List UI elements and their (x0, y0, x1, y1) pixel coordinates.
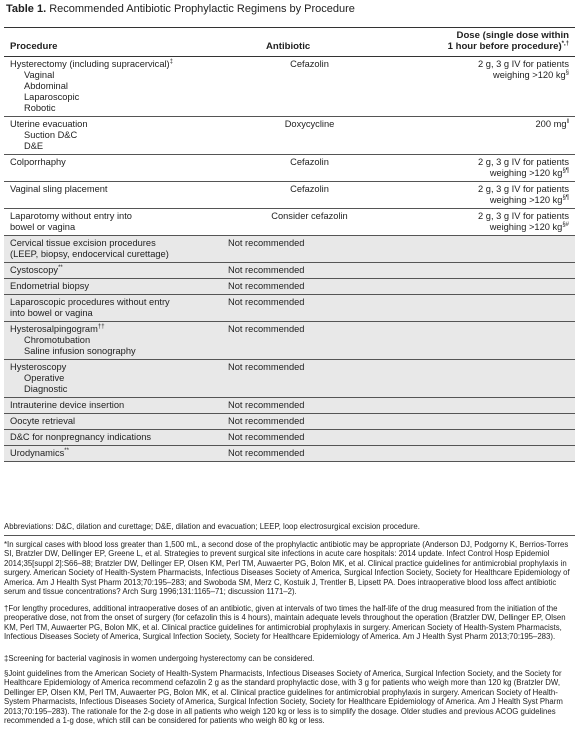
procedure-subtype: Saline infusion sonography (24, 346, 136, 356)
procedure-name: Cystoscopy (10, 265, 59, 275)
footnote-1: *In surgical cases with blood loss greater than 1,500 mL, a second dose of the prophylactic antibiotic may be appropriate (Anderson DJ, Podgorny K, Berrios-Torres SI, Bratzler DW, Dellinger EP, Greene L, et al. Strategies to prevent surgical site infections in acute care hospitals: 2014 update. Infect Control Hosp Epidemiol 2014;35[suppl 2]:S66–88; Bratzler DW, Dellinger EP, Olsen KM, Perl TM, Auwaerter PG, Bolon MK, et al. Clinical practice guidelines for antimicrobial prophylaxis in surgery. American Society of Health-System Pharmacists, Infectious Diseases Society of America, Surgical Infection Society, Society for Healthcare Epidemiology of America. Am J Health Syst Pharm 2013;70:195–283; and Swoboda SM, Merz C, Kostuik J, Trentler B, Lipsett PA. Does intraoperative blood loss affect antibiotic serum and tissue concentrations? Arch Surg 1996;131:1165–71; discussion 1171–2). (4, 540, 570, 597)
antibiotic-cell: Not recommended (222, 446, 395, 462)
table-label: Table 1. (6, 3, 47, 15)
procedure-cell (4, 398, 222, 414)
dose-text-cont: weighing >120 kg (489, 168, 563, 178)
table-row (4, 279, 575, 295)
dose-text: 200 mg (535, 119, 567, 129)
table-row (4, 209, 575, 236)
dose-cell (395, 414, 575, 430)
dose-cell (395, 155, 575, 182)
dose-cell (395, 209, 575, 236)
procedure-name: Hysterosalpingogram (10, 324, 98, 334)
procedure-name-cont: bowel or vagina (10, 222, 76, 232)
procedure-cell (4, 117, 222, 155)
procedure-footnote-mark: ‡ (169, 58, 173, 65)
procedure-cell (4, 182, 222, 209)
procedure-footnote-mark: ** (58, 264, 63, 271)
procedure-footnote-mark: ** (64, 447, 69, 454)
dose-text-cont: weighing >120 kg (489, 222, 563, 232)
procedure-name: Oocyte retrieval (10, 416, 76, 426)
procedure-subtype: Suction D&C (24, 130, 78, 140)
header-dose-line2: 1 hour before procedure) (447, 41, 562, 52)
dose-cell (395, 295, 575, 322)
dose-cell (395, 446, 575, 462)
procedure-name: Laparoscopic procedures without entry (10, 297, 170, 307)
antibiotic-cell: Not recommended (222, 295, 395, 322)
antibiotic-cell: Not recommended (222, 236, 395, 263)
dose-cell (395, 279, 575, 295)
procedure-subtype: Robotic (24, 103, 56, 113)
table-row (4, 414, 575, 430)
antibiotic-regimen-table (4, 27, 575, 462)
antibiotic-cell: Not recommended (222, 322, 395, 360)
antibiotic-cell: Doxycycline (222, 117, 395, 155)
procedure-cell (4, 430, 222, 446)
dose-text: 2 g, 3 g IV for patients (478, 211, 569, 221)
procedure-name: Laparotomy without entry into (10, 211, 132, 221)
table-header-row (4, 28, 575, 57)
procedure-cell (4, 360, 222, 398)
procedure-footnote-mark: †† (97, 323, 105, 330)
procedure-cell (4, 57, 222, 117)
procedure-name: Colporrhaphy (10, 157, 66, 167)
footnote-2: †For lengthy procedures, additional intraoperative doses of an antibiotic, given at intervals of two times the half-life of the drug measured from the initiation of the preoperative dose, not from the onset of surgery (for cefazolin this is 4 hours), maintain adequate levels throughout the operation (Bratzler DW, Dellinger EP, Olsen KM, Perl TM, Auwaerter PG, Bolon MK, et al. Clinical practice guidelines for antimicrobial prophylaxis in surgery. American Society of Health-System Pharmacists, Infectious Diseases Society of America, Surgical Infection Society, Society for Healthcare Epidemiology of America. Am J Health Syst Pharm 2013;70:195–283). (4, 604, 566, 642)
procedure-cell (4, 236, 222, 263)
header-antibiotic: Antibiotic (222, 28, 395, 57)
procedure-cell (4, 322, 222, 360)
procedure-name: Endometrial biopsy (10, 281, 90, 291)
footnote-divider (4, 535, 575, 536)
procedure-name: D&C for nonpregnancy indications (10, 432, 152, 442)
dose-cell (395, 430, 575, 446)
procedure-name: Vaginal sling placement (10, 184, 108, 194)
procedure-cell (4, 295, 222, 322)
procedure-subtype: Vaginal (24, 70, 55, 80)
antibiotic-cell: Not recommended (222, 430, 395, 446)
procedure-subtype: Chromotubation (24, 335, 91, 345)
procedure-cell (4, 414, 222, 430)
table-row (4, 182, 575, 209)
antibiotic-cell: Not recommended (222, 279, 395, 295)
antibiotic-cell: Not recommended (222, 263, 395, 279)
procedure-name: Hysterectomy (including supracervical) (10, 59, 170, 69)
antibiotic-cell: Cefazolin (222, 57, 395, 117)
dose-footnote-mark: §¶ (562, 167, 569, 174)
table-row (4, 57, 575, 117)
antibiotic-cell: Not recommended (222, 398, 395, 414)
dose-cell (395, 263, 575, 279)
table-row (4, 360, 575, 398)
dose-footnote-mark: §¶ (562, 194, 569, 201)
procedure-cell (4, 263, 222, 279)
header-procedure: Procedure (4, 28, 222, 57)
table-body (4, 57, 575, 462)
header-dose (395, 28, 575, 57)
procedure-name-cont: into bowel or vagina (10, 308, 93, 318)
table-row (4, 236, 575, 263)
dose-text: 2 g, 3 g IV for patients (478, 184, 569, 194)
procedure-subtype: Diagnostic (24, 384, 68, 394)
table-row (4, 295, 575, 322)
procedure-name: Intrauterine device insertion (10, 400, 125, 410)
header-dose-line1: Dose (single dose within (456, 30, 569, 41)
table-row (4, 430, 575, 446)
antibiotic-cell: Cefazolin (222, 182, 395, 209)
dose-footnote-mark: §# (562, 221, 569, 228)
procedure-name: Hysteroscopy (10, 362, 67, 372)
procedure-name: Urodynamics (10, 448, 65, 458)
dose-cell (395, 182, 575, 209)
table-row (4, 446, 575, 462)
antibiotic-cell: Not recommended (222, 414, 395, 430)
antibiotic-cell: Not recommended (222, 360, 395, 398)
procedure-subtype: Operative (24, 373, 65, 383)
antibiotic-cell: Consider cefazolin (222, 209, 395, 236)
table-row (4, 155, 575, 182)
antibiotic-cell: Cefazolin (222, 155, 395, 182)
dose-text-cont: weighing >120 kg (493, 70, 566, 80)
footnote-3: ‡Screening for bacterial vaginosis in women undergoing hysterectomy can be considered. (4, 654, 315, 663)
dose-cell (395, 398, 575, 414)
dose-cell (395, 236, 575, 263)
table-row (4, 263, 575, 279)
procedure-name: Cervical tissue excision procedures (10, 238, 156, 248)
table-row (4, 322, 575, 360)
dose-cell (395, 117, 575, 155)
dose-text-cont: weighing >120 kg (489, 195, 563, 205)
table-row (4, 117, 575, 155)
procedure-cell (4, 279, 222, 295)
procedure-name-cont: (LEEP, biopsy, endocervical curettage) (10, 249, 169, 259)
procedure-name: Uterine evacuation (10, 119, 88, 129)
procedure-cell (4, 155, 222, 182)
procedure-cell (4, 446, 222, 462)
procedure-subtype: Laparoscopic (24, 92, 80, 102)
header-dose-footnote-mark: *,† (561, 40, 569, 47)
dose-cell (395, 322, 575, 360)
dose-text: 2 g, 3 g IV for patients (478, 59, 569, 69)
dose-footnote-mark: § (565, 69, 569, 76)
table-row (4, 398, 575, 414)
abbreviations-note: Abbreviations: D&C, dilation and curettage; D&E, dilation and evacuation; LEEP, loop electrosurgical excision procedure. (4, 522, 420, 531)
procedure-subtype: Abdominal (24, 81, 68, 91)
footnote-4: §Joint guidelines from the American Society of Health-System Pharmacists, Infectious Diseases Society of America, Surgical Infection Society, and the Society for Healthcare Epidemiology of America recommend cefazolin 2 g as the standard prophylactic dose, with 3 g for patients who weigh more than 120 kg (Bratzler DW, Dellinger EP, Olsen KM, Perl TM, Auwaerter PG, Bolon MK, et al. Clinical practice guidelines for antimicrobial prophylaxis in surgery. American Society of Health-System Pharmacists, Infectious Diseases Society of America, Surgical Infection Society, Society for Healthcare Epidemiology of America. Am J Health Syst Pharm 2013;70:195–283). The rationale for the 2-g dose in all patients who weigh 120 kg or less is to simplify the dosage. Older studies and previous ACOG guidelines recommended a 1-g dose, which still can be considered for patients who weigh 80 kg or less. (4, 669, 563, 726)
dose-footnote-mark: ‖ (566, 118, 569, 125)
dose-cell (395, 360, 575, 398)
dose-text: 2 g, 3 g IV for patients (478, 157, 569, 167)
procedure-subtype: D&E (24, 141, 44, 151)
table-title (6, 3, 355, 15)
dose-cell (395, 57, 575, 117)
table-caption: Recommended Antibiotic Prophylactic Regimens by Procedure (49, 3, 355, 15)
procedure-cell (4, 209, 222, 236)
